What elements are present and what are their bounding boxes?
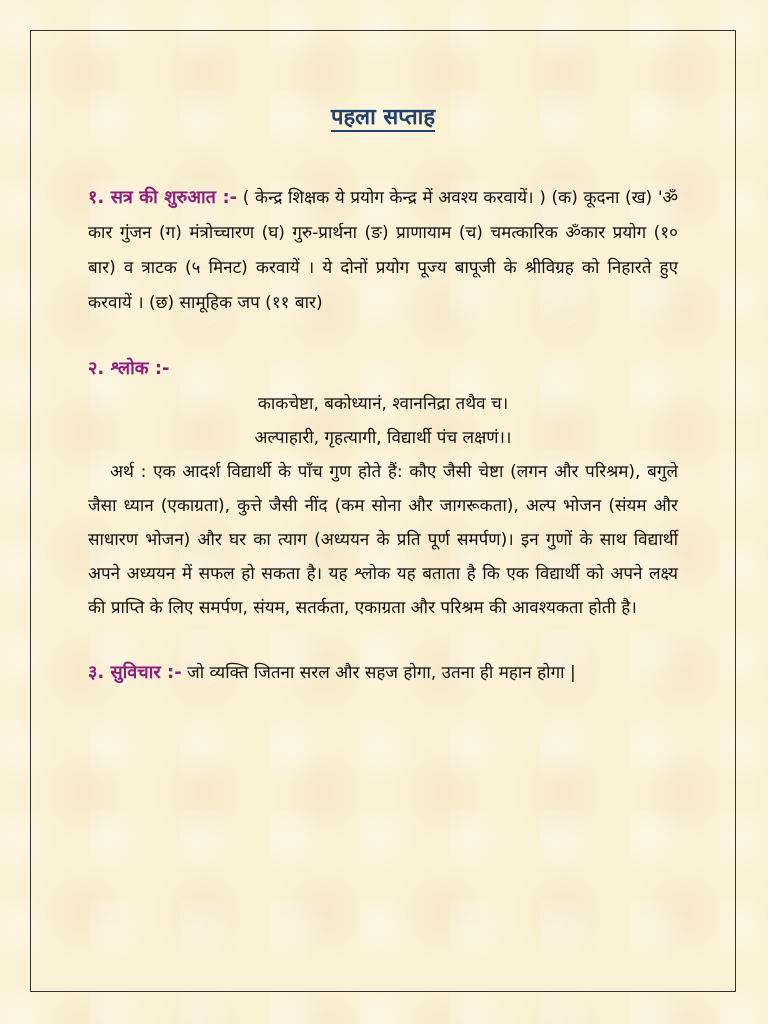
section-shloka-heading-line <box>88 351 678 387</box>
section-session-start-paragraph <box>88 180 678 321</box>
document-content <box>88 100 678 691</box>
section-session-start-body: (क) कूदना (ख) 'ॐ कार गुंजन (ग) मंत्रोच्चारण (घ) गुरु-प्रार्थना (ङ) प्राणायाम (च) चमत्कारिक ॐकार प्रयोग (१० बार) व त्राटक (५ मिनट) करवायें । ये दोनों प्रयोग पूज्य बापूजी के श्रीविग्रह को निहारते हुए करवायें । (छ) सामूहिक जप (११ बार) <box>88 188 678 313</box>
section-shloka <box>88 351 678 625</box>
shloka-meaning: अर्थ : एक आदर्श विद्यार्थी के पाँच गुण होते हैं: कौए जैसी चेष्टा (लगन और परिश्रम), बगुले जैसा ध्यान (एकाग्रता), कुत्ते जैसी नींद (कम सोना और जागरूकता), अल्प भोजन (संयम और साधारण भोजन) और घर का त्याग (अध्ययन के प्रति पूर्ण समर्पण)। इन गुणों के साथ विद्यार्थी अपने अध्ययन में सफल हो सकता है। यह श्लोक यह बताता है कि एक विद्यार्थी को अपने लक्ष्य की प्राप्ति के लिए समर्पण, संयम, सतर्कता, एकाग्रता और परिश्रम की आवश्यकता होती है। <box>88 462 678 618</box>
page-title: पहला सप्ताह <box>330 105 436 130</box>
shloka-verse-line-2: अल्पाहारी, गृहत्यागी, विद्यार्थी पंच लक्षणं।। <box>254 428 512 448</box>
section-session-start-note: ( केन्द्र शिक्षक ये प्रयोग केन्द्र में अवश्य करवायें। ) <box>242 188 546 208</box>
section-thought-body: जो व्यक्ति जितना सरल और सहज होगा, उतना ही महान होगा | <box>187 663 576 683</box>
section-shloka-heading: २. श्लोक :- <box>88 358 170 379</box>
section-thought-paragraph <box>88 655 678 691</box>
section-session-start-heading: १. सत्र की शुरुआत :- <box>88 187 238 208</box>
section-session-start <box>88 180 678 321</box>
spacer <box>88 321 678 351</box>
spacer <box>88 625 678 655</box>
section-thought <box>88 655 678 691</box>
section-thought-heading: ३. सुविचार :- <box>88 662 182 683</box>
shloka-verse-line-1: काकचेष्टा, बकोध्यानं, श्वाननिद्रा तथैव च। <box>257 394 509 414</box>
